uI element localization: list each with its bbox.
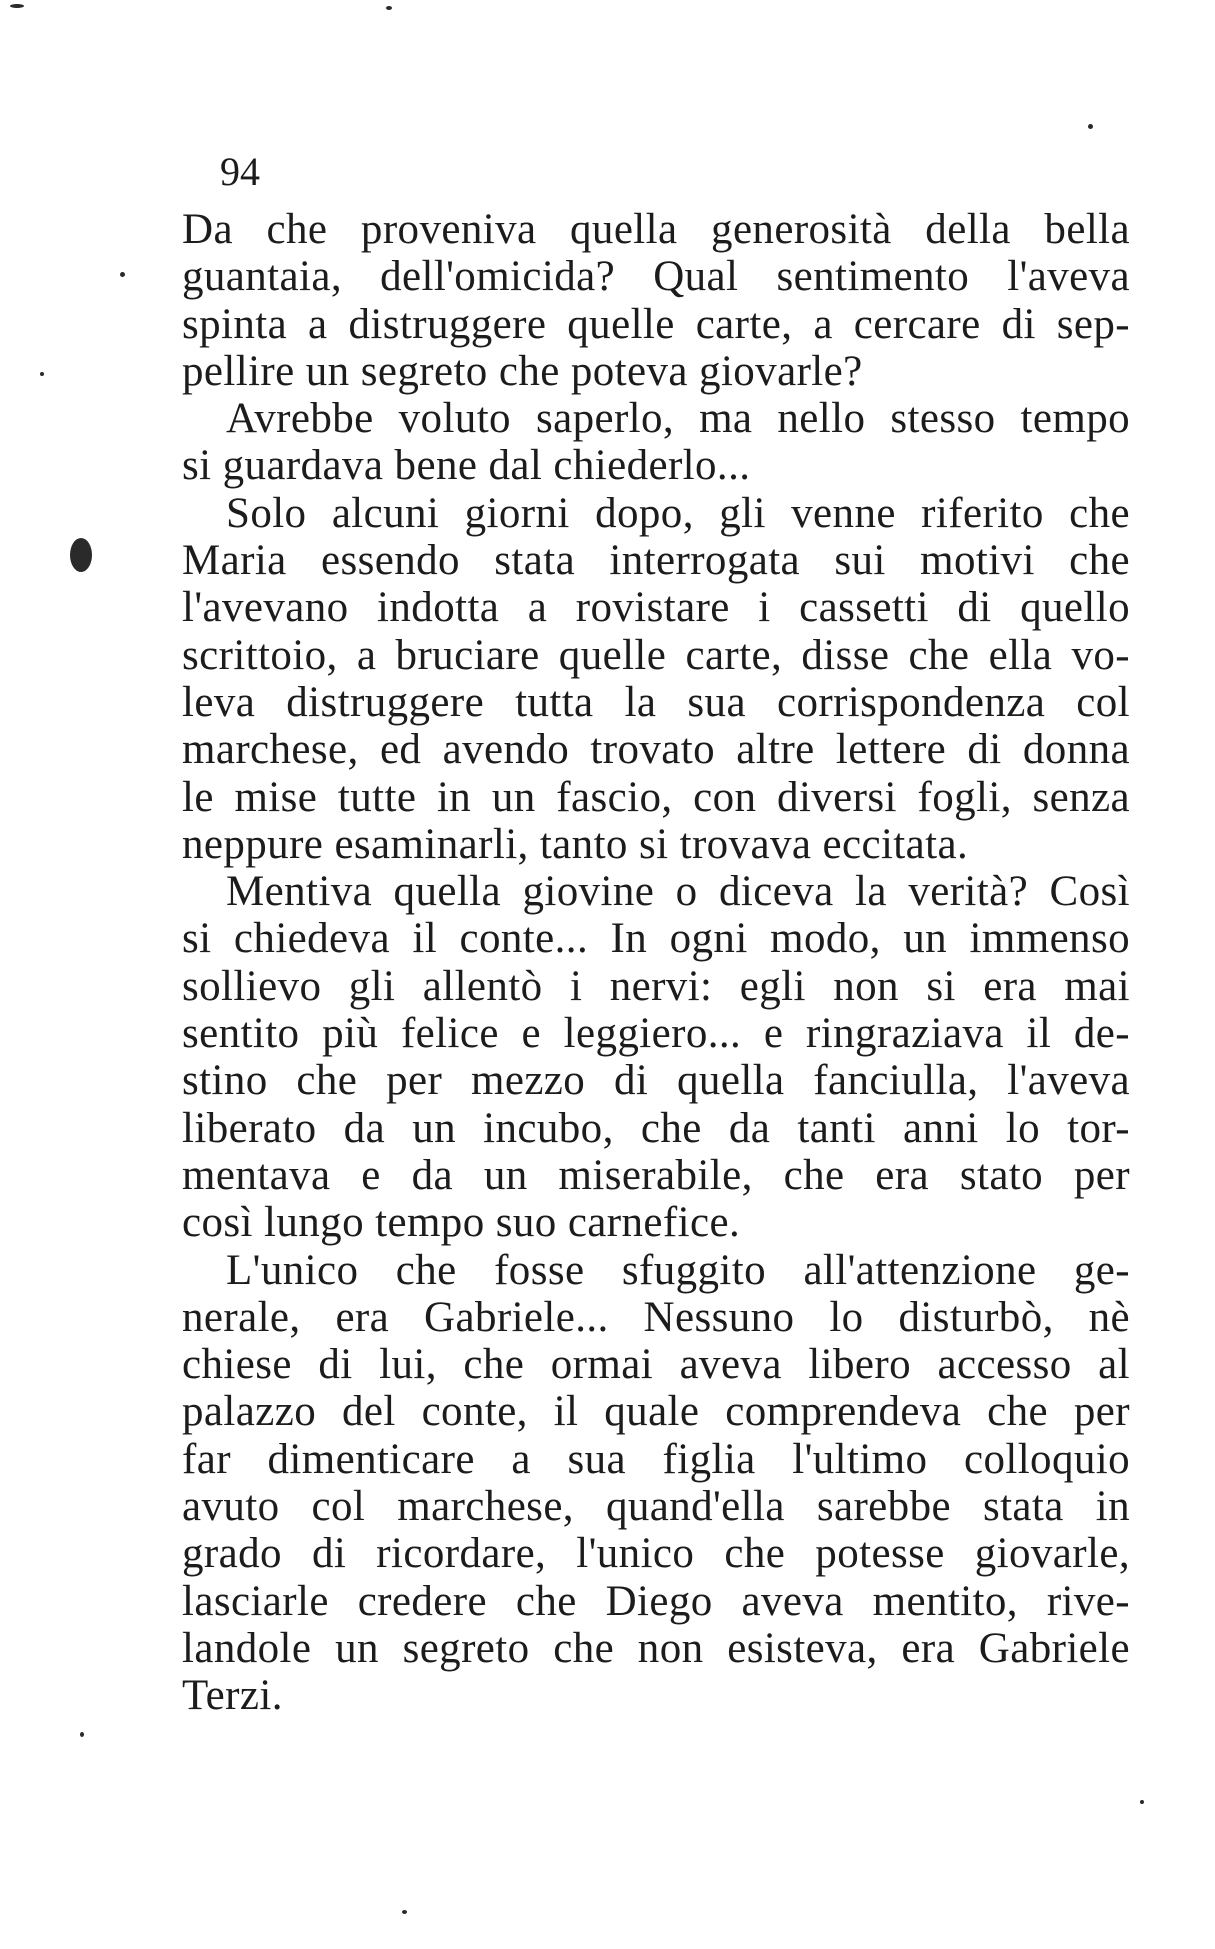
text-line: si guardava bene dal chiederlo... [182, 442, 751, 490]
scan-speck [70, 538, 92, 572]
scan-speck [10, 4, 24, 8]
paragraph-4 [182, 868, 1130, 1246]
text-line: l'avevano indotta a rovistare i cassetti di quello [182, 584, 1130, 632]
text-line: Solo alcuni giorni dopo, gli venne riferito che [226, 489, 1130, 537]
text-line: si chiedeva il conte... In ogni modo, un immenso [182, 915, 1130, 963]
text-line: Da che proveniva quella generosità della bella [182, 206, 1130, 253]
text-line: spinta a distruggere quelle carte, a cercare di sep- [182, 300, 1130, 348]
paragraph-1 [182, 206, 1130, 395]
text-line: lasciarle credere che Diego aveva mentito, rive- [182, 1577, 1130, 1625]
text-line: Maria essendo stata interrogata sui motivi che [182, 537, 1130, 585]
text-line: leva distruggere tutta la sua corrispondenza col [182, 678, 1130, 726]
text-line: neppure esaminarli, tanto si trovava eccitata. [182, 820, 969, 868]
paragraph-2 [182, 395, 1130, 490]
text-line: Mentiva quella giovine o diceva la verità? Così [226, 868, 1130, 916]
scan-speck [120, 272, 125, 277]
text-line: sollievo gli allentò i nervi: egli non si era mai [182, 962, 1130, 1010]
text-line: mentava e da un miserabile, che era stato per [182, 1151, 1130, 1199]
body-text [182, 206, 1130, 1720]
text-line: far dimenticare a sua figlia l'ultimo colloquio [182, 1435, 1130, 1483]
text-line: Terzi. [182, 1672, 283, 1720]
text-line: pellire un segreto che poteva giovarle? [182, 347, 863, 395]
paragraph-3 [182, 490, 1130, 868]
scan-speck [40, 372, 44, 376]
text-line: marchese, ed avendo trovato altre lettere di donna [182, 726, 1130, 774]
text-line: nerale, era Gabriele... Nessuno lo disturbò, nè [182, 1293, 1130, 1341]
text-line: liberato da un incubo, che da tanti anni lo tor- [182, 1104, 1130, 1152]
scan-speck [386, 6, 392, 10]
text-line: Avrebbe voluto saperlo, ma nello stesso tempo [226, 395, 1130, 443]
text-line: le mise tutte in un fascio, con diversi fogli, senza [182, 773, 1130, 821]
text-line: così lungo tempo suo carnefice. [182, 1199, 741, 1247]
text-line: stino che per mezzo di quella fanciulla, l'aveva [182, 1057, 1130, 1105]
text-line: palazzo del conte, il quale comprendeva che per [182, 1388, 1130, 1436]
text-line: L'unico che fosse sfuggito all'attenzione ge- [226, 1246, 1130, 1294]
text-line: sentito più felice e leggiero... e ringraziava il de- [182, 1010, 1130, 1058]
scan-speck [402, 1910, 407, 1914]
text-line: chiese di lui, che ormai aveva libero accesso al [182, 1341, 1130, 1389]
paragraph-5 [182, 1247, 1130, 1720]
text-line: guantaia, dell'omicida? Qual sentimento l'aveva [182, 253, 1130, 301]
scan-speck [80, 1732, 84, 1737]
text-line: scrittoio, a bruciare quelle carte, disse che ella vo- [182, 631, 1130, 679]
scan-speck [1140, 1800, 1144, 1804]
text-line: grado di ricordare, l'unico che potesse giovarle, [182, 1530, 1130, 1578]
text-line: landole un segreto che non esisteva, era Gabriele [182, 1624, 1130, 1672]
text-line: avuto col marchese, quand'ella sarebbe stata in [182, 1483, 1130, 1531]
scan-speck [1088, 124, 1093, 129]
page-number: 94 [220, 149, 260, 194]
